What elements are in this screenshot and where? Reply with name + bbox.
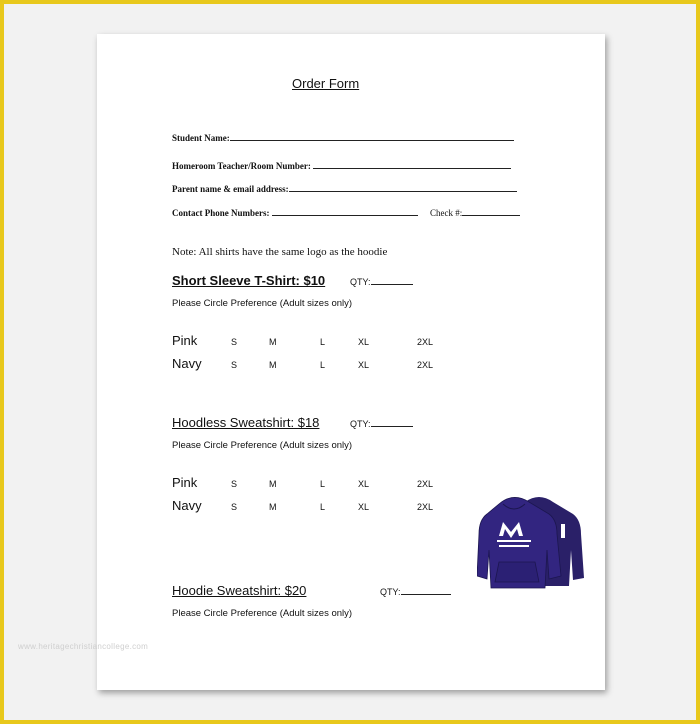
phone-line[interactable] [272,206,418,216]
section-title-hoodless: Hoodless Sweatshirt: $18 [172,415,320,430]
watermark: www.heritagechristiancollege.com [18,642,149,651]
student-name-field[interactable] [172,131,514,143]
form-title: Order Form [292,76,360,91]
preference-text: Please Circle Preference (Adult sizes only) [172,608,353,619]
size-option[interactable]: M [269,502,277,512]
qty-line[interactable] [401,586,451,595]
preference-text: Please Circle Preference (Adult sizes only) [172,298,353,309]
color-navy: Navy [172,498,202,513]
size-option[interactable]: L [320,479,326,489]
check-field[interactable] [430,206,520,218]
qty-hoodie[interactable] [380,586,451,597]
size-option[interactable]: XL [358,360,370,370]
section-title-tshirt: Short Sleeve T-Shirt: $10 [172,273,326,288]
size-option[interactable]: XL [358,337,370,347]
size-option[interactable]: S [231,360,238,370]
phone-label: Contact Phone Numbers: [172,208,270,218]
size-option[interactable]: XL [358,502,370,512]
check-line[interactable] [462,206,520,216]
parent-line[interactable] [289,182,517,192]
size-option[interactable]: S [231,479,238,489]
student-name-label: Student Name: [172,133,230,143]
qty-line[interactable] [371,276,413,285]
order-form-page [97,34,605,690]
qty-label: QTY: [350,419,371,429]
hoodie-image [477,492,587,592]
color-pink: Pink [172,475,198,490]
size-option[interactable]: 2XL [417,337,434,347]
check-label: Check #: [430,208,463,218]
homeroom-field[interactable] [172,159,511,171]
note-text: Note: All shirts have the same logo as the hoodie [172,246,388,258]
homeroom-line[interactable] [313,159,511,169]
qty-hoodless[interactable] [350,418,413,429]
parent-field[interactable] [172,182,517,194]
preference-text: Please Circle Preference (Adult sizes only) [172,440,353,451]
size-option[interactable]: L [320,360,326,370]
section-title-hoodie: Hoodie Sweatshirt: $20 [172,583,307,598]
color-navy: Navy [172,356,202,371]
size-option[interactable]: S [231,502,238,512]
qty-label: QTY: [350,277,371,287]
phone-field[interactable] [172,206,418,218]
qty-tshirt[interactable] [350,276,413,287]
size-option[interactable]: S [231,337,238,347]
size-option[interactable]: M [269,337,277,347]
size-option[interactable]: M [269,360,277,370]
parent-label: Parent name & email address: [172,184,289,194]
size-option[interactable]: XL [358,479,370,489]
size-option[interactable]: L [320,502,326,512]
size-option[interactable]: L [320,337,326,347]
qty-line[interactable] [371,418,413,427]
student-name-line[interactable] [230,131,514,141]
size-option[interactable]: 2XL [417,502,434,512]
homeroom-label: Homeroom Teacher/Room Number: [172,161,311,171]
color-pink: Pink [172,333,198,348]
size-option[interactable]: M [269,479,277,489]
size-option[interactable]: 2XL [417,360,434,370]
qty-label: QTY: [380,587,401,597]
size-option[interactable]: 2XL [417,479,434,489]
